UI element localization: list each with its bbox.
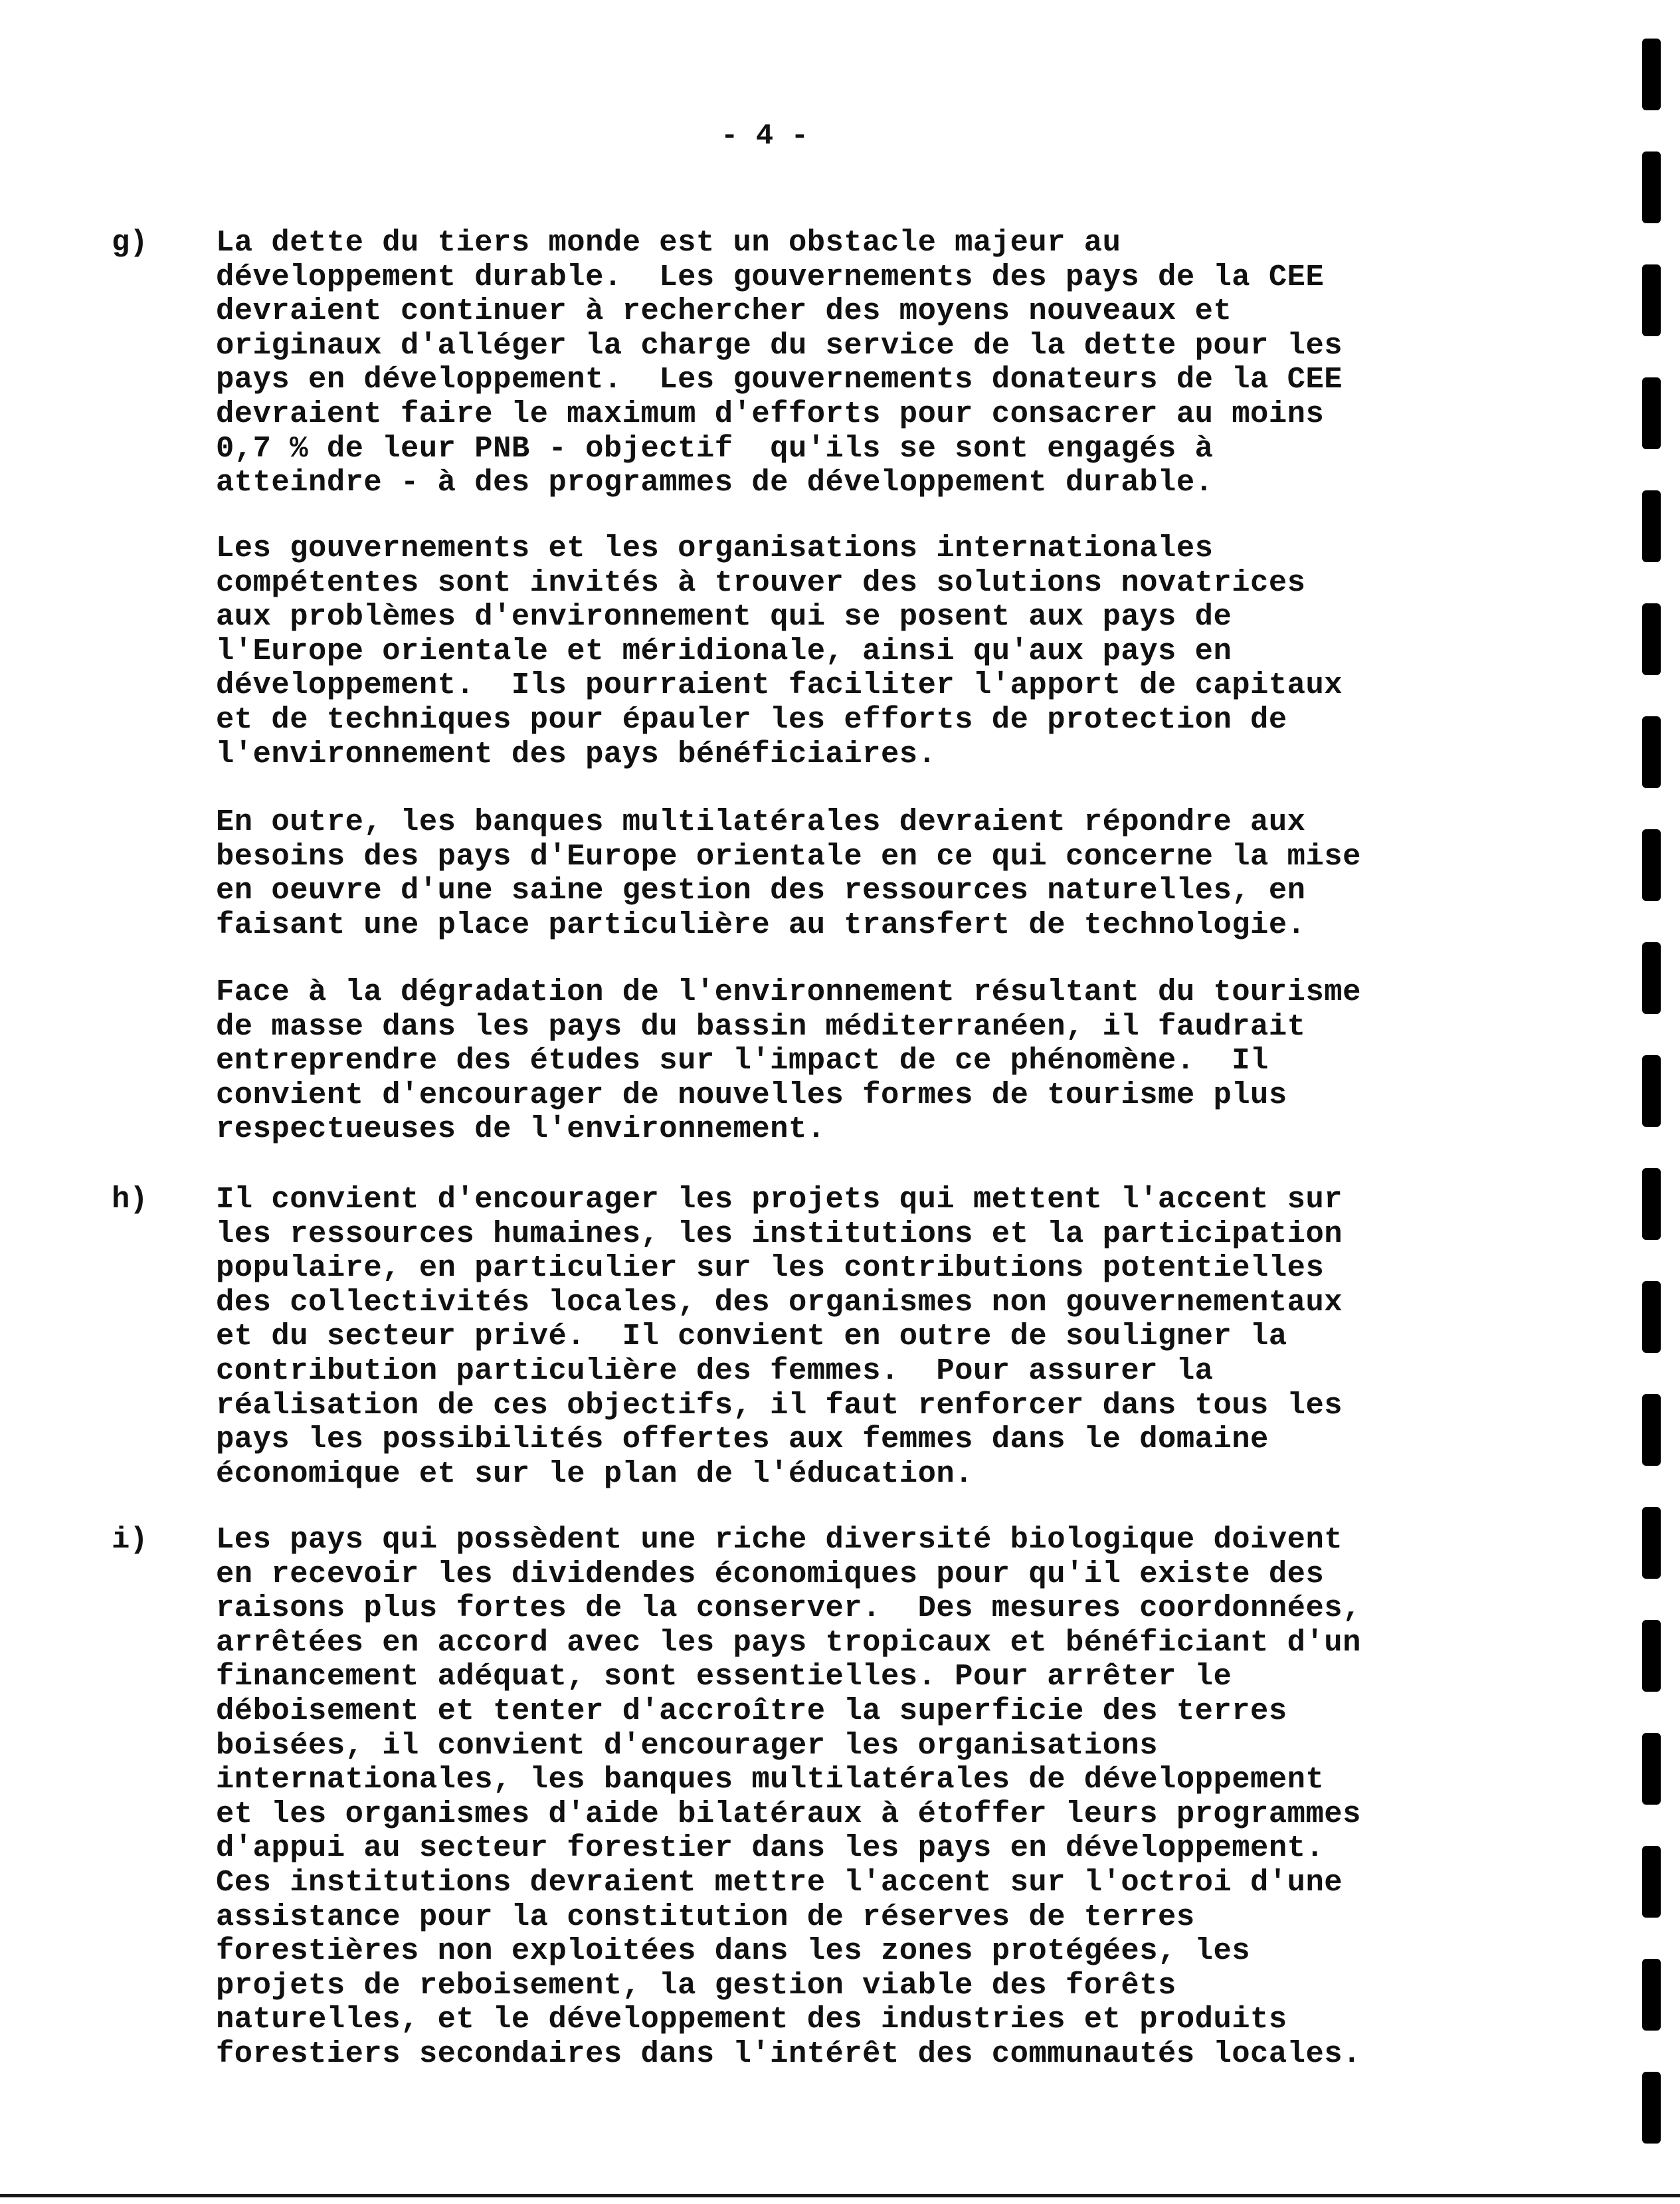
text-line: 0,7 % de leur PNB - objectif qu'ils se sont engagés à (216, 431, 1214, 466)
text-line: d'appui au secteur forestier dans les pays en développement. (216, 1831, 1325, 1866)
text-line: En outre, les banques multilatérales devraient répondre aux (216, 805, 1306, 839)
scan-edge-mark (1642, 377, 1661, 449)
scan-edge-mark (1642, 1394, 1661, 1466)
scan-edge-mark (1642, 1055, 1661, 1127)
text-line: boisées, il convient d'encourager les organisations (216, 1728, 1159, 1763)
text-line: devraient continuer à rechercher des moyens nouveaux et (216, 294, 1232, 329)
text-line: respectueuses de l'environnement. (216, 1112, 826, 1147)
paragraph-g-4 (216, 975, 1498, 1147)
paragraph-g-1 (216, 226, 1498, 500)
text-line: Les gouvernements et les organisations internationales (216, 531, 1214, 565)
text-line: financement adéquat, sont essentielles. Pour arrêter le (216, 1659, 1232, 1694)
item-label-g: g) (112, 225, 148, 260)
text-line: de masse dans les pays du bassin méditerranéen, il faudrait (216, 1009, 1306, 1044)
scan-edge-mark (1642, 716, 1661, 788)
scan-edge-mark (1642, 603, 1661, 675)
text-line: atteindre - à des programmes de développement durable. (216, 465, 1214, 500)
page-bottom-rule (0, 2194, 1680, 2197)
text-line: et de techniques pour épauler les efforts de protection de (216, 702, 1287, 737)
scan-edge-mark (1642, 1507, 1661, 1579)
text-line: faisant une place particulière au transfert de technologie. (216, 907, 1306, 942)
text-line: et les organismes d'aide bilatéraux à étoffer leurs programmes (216, 1796, 1361, 1831)
text-line: pays en développement. Les gouvernements donateurs de la CEE (216, 362, 1343, 397)
item-label-i: i) (112, 1522, 148, 1557)
text-line: déboisement et tenter d'accroître la superficie des terres (216, 1693, 1287, 1728)
text-line: l'environnement des pays bénéficiaires. (216, 736, 937, 771)
text-line: naturelles, et le développement des industries et produits (216, 2002, 1287, 2037)
text-line: compétentes sont invités à trouver des solutions novatrices (216, 565, 1306, 600)
scan-edge-mark (1642, 2072, 1661, 2144)
scan-edge-mark (1642, 1959, 1661, 2031)
text-line: et du secteur privé. Il convient en outre de souligner la (216, 1319, 1287, 1354)
page-number: - 4 - (721, 120, 809, 153)
scan-edge-mark (1642, 942, 1661, 1014)
text-line: originaux d'alléger la charge du service de la dette pour les (216, 328, 1343, 363)
text-line: en recevoir les dividendes économiques pour qu'il existe des (216, 1556, 1325, 1591)
scan-edge-mark (1642, 151, 1661, 223)
item-label-h: h) (112, 1182, 148, 1217)
scan-edge-mark (1642, 1620, 1661, 1692)
text-line: des collectivités locales, des organismes non gouvernementaux (216, 1284, 1343, 1320)
text-line: en oeuvre d'une saine gestion des ressources naturelles, en (216, 873, 1306, 908)
paragraph-h-1 (216, 1183, 1498, 1491)
text-line: Face à la dégradation de l'environnement résultant du tourisme (216, 975, 1361, 1009)
scan-edge-mark (1642, 39, 1661, 110)
text-line: populaire, en particulier sur les contributions potentielles (216, 1251, 1325, 1286)
text-line: Il convient d'encourager les projets qui mettent l'accent sur (216, 1182, 1343, 1217)
text-line: arrêtées en accord avec les pays tropicaux et bénéficiant d'un (216, 1625, 1361, 1660)
text-line: développement. Ils pourraient faciliter l'apport de capitaux (216, 668, 1343, 703)
text-line: assistance pour la constitution de réserves de terres (216, 1899, 1195, 1934)
scan-edge-mark (1642, 1168, 1661, 1240)
scan-edge-mark (1642, 829, 1661, 901)
text-line: forestières non exploitées dans les zones protégées, les (216, 1934, 1251, 1969)
text-line: besoins des pays d'Europe orientale en ce qui concerne la mise (216, 839, 1361, 874)
text-line: La dette du tiers monde est un obstacle majeur au (216, 225, 1121, 260)
text-line: forestiers secondaires dans l'intérêt des communautés locales. (216, 2036, 1361, 2071)
text-line: internationales, les banques multilatérales de développement (216, 1762, 1325, 1797)
text-line: Ces institutions devraient mettre l'accent sur l'octroi d'une (216, 1864, 1343, 1900)
text-line: réalisation de ces objectifs, il faut renforcer dans tous les (216, 1387, 1343, 1423)
paragraph-g-2 (216, 532, 1498, 771)
paragraph-i-1 (216, 1523, 1498, 2072)
paragraph-g-3 (216, 805, 1498, 942)
text-line: développement durable. Les gouvernements des pays de la CEE (216, 259, 1325, 294)
text-line: contribution particulière des femmes. Pour assurer la (216, 1353, 1214, 1388)
text-line: économique et sur le plan de l'éducation. (216, 1456, 973, 1491)
text-line: pays les possibilités offertes aux femmes dans le domaine (216, 1422, 1269, 1457)
scan-edge-mark (1642, 1846, 1661, 1918)
text-line: raisons plus fortes de la conserver. Des mesures coordonnées, (216, 1591, 1361, 1626)
text-line: aux problèmes d'environnement qui se posent aux pays de (216, 599, 1232, 635)
text-line: entreprendre des études sur l'impact de ce phénomène. Il (216, 1043, 1269, 1078)
text-line: projets de reboisement, la gestion viable des forêts (216, 1967, 1176, 2003)
scan-edge-mark (1642, 1281, 1661, 1353)
scan-edge-mark (1642, 1733, 1661, 1805)
text-line: Les pays qui possèdent une riche diversité biologique doivent (216, 1522, 1343, 1557)
text-line: convient d'encourager de nouvelles formes de tourisme plus (216, 1077, 1287, 1112)
text-line: devraient faire le maximum d'efforts pour consacrer au moins (216, 396, 1325, 431)
scan-edge-mark (1642, 264, 1661, 336)
text-line: l'Europe orientale et méridionale, ainsi qu'aux pays en (216, 633, 1232, 668)
text-line: les ressources humaines, les institutions et la participation (216, 1216, 1343, 1251)
scan-edge-mark (1642, 490, 1661, 562)
